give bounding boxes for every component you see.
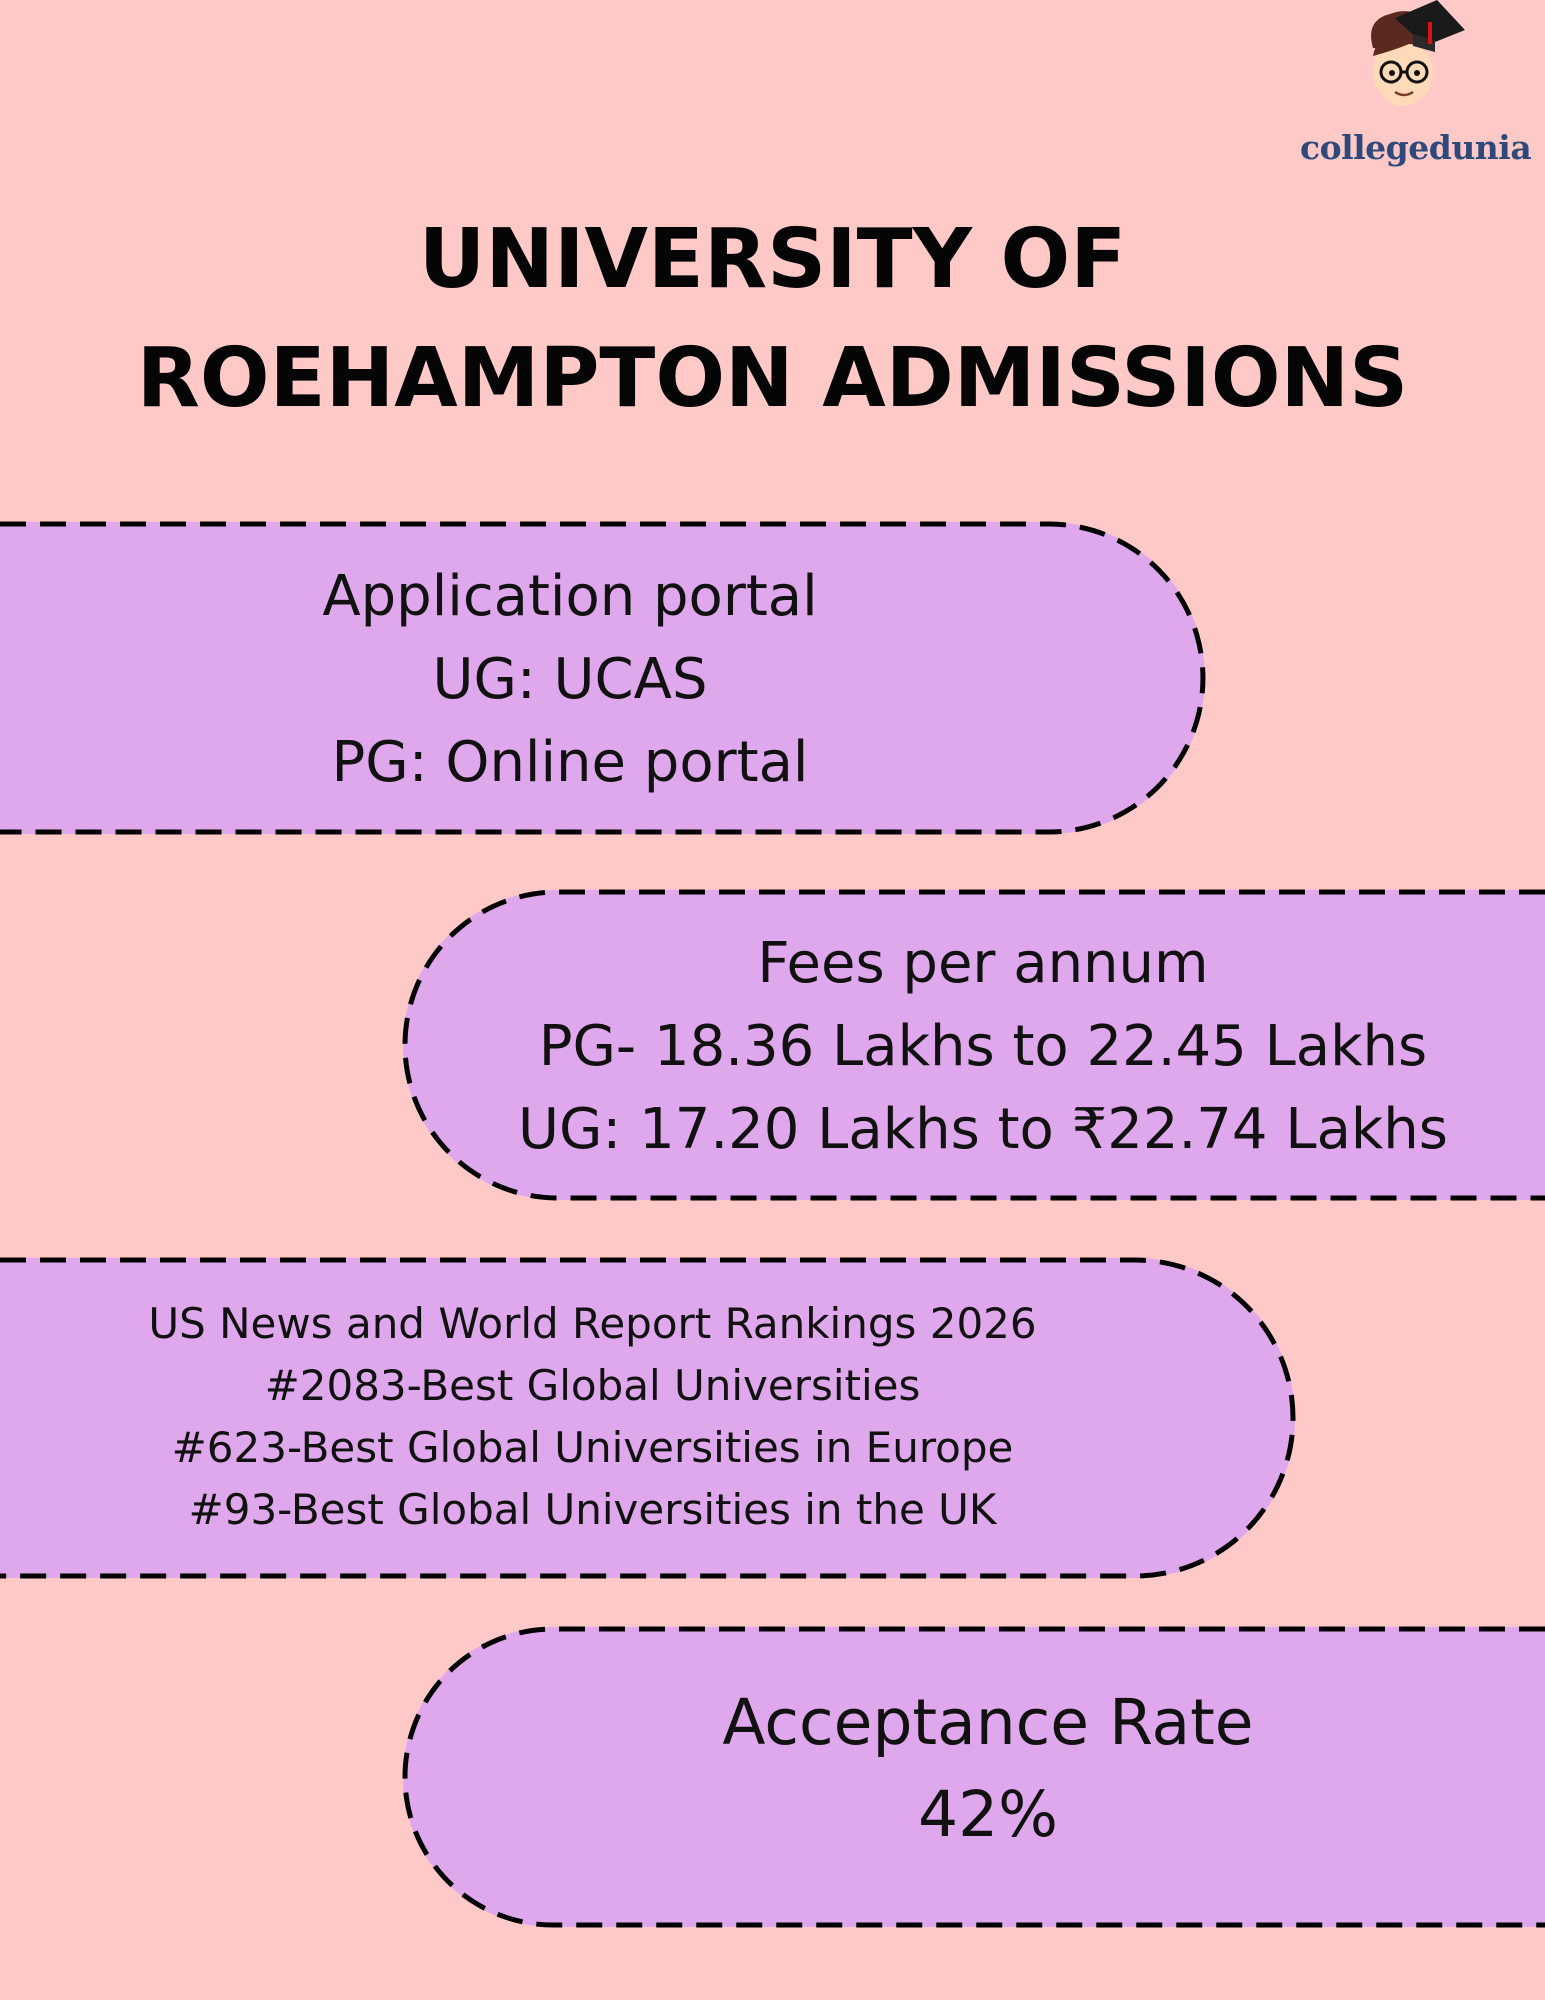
- title-line-1: UNIVERSITY OF: [418, 212, 1127, 307]
- rank-global: #2083-Best Global Universities: [264, 1361, 921, 1410]
- acceptance-rate-heading: Acceptance Rate: [722, 1686, 1254, 1759]
- fees-text: [453, 922, 1513, 1171]
- rank-uk: #93-Best Global Universities in the UK: [188, 1485, 997, 1534]
- ug-fees: UG: 17.20 Lakhs to ₹22.74 Lakhs: [518, 1097, 1448, 1162]
- acceptance-rate-card: [403, 1627, 1545, 1927]
- logo-wordmark: collegedunia: [1300, 128, 1532, 167]
- fees-heading: Fees per annum: [757, 931, 1209, 996]
- application-portal-heading: Application portal: [322, 564, 818, 629]
- ug-portal: UG: UCAS: [432, 647, 708, 712]
- rankings-text: [0, 1293, 1185, 1541]
- mascot-icon: [1355, 0, 1465, 125]
- pg-fees: PG- 18.36 Lakhs to 22.45 Lakhs: [538, 1014, 1428, 1079]
- pg-portal: PG: Online portal: [331, 730, 809, 795]
- title-line-2: ROEHAMPTON ADMISSIONS: [136, 331, 1409, 426]
- acceptance-rate-text: [463, 1677, 1513, 1861]
- rankings-heading: US News and World Report Rankings 2026: [148, 1299, 1037, 1348]
- page-title: [0, 200, 1545, 438]
- rank-europe: #623-Best Global Universities in Europe: [171, 1423, 1014, 1472]
- acceptance-rate-value: 42%: [917, 1778, 1059, 1851]
- rankings-card: [0, 1258, 1295, 1578]
- fees-card: [403, 890, 1545, 1200]
- application-portal-text: [0, 555, 1140, 804]
- collegedunia-logo: [1300, 0, 1532, 180]
- application-portal-card: [0, 522, 1205, 834]
